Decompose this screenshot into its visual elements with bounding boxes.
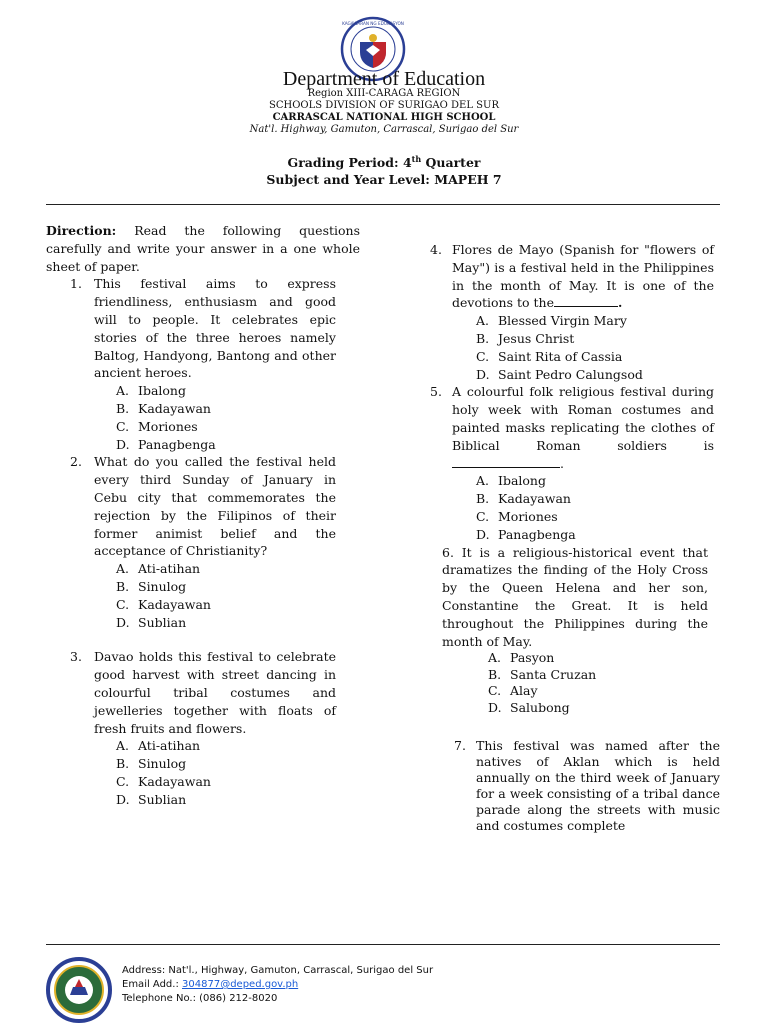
left-column xyxy=(46,222,360,809)
school-logo xyxy=(46,957,112,1023)
option: B. Kadayawan xyxy=(116,400,211,416)
school-name: CARRASCAL NATIONAL HIGH SCHOOL xyxy=(272,112,496,123)
option: A. Pasyon xyxy=(488,650,555,666)
question-1-options xyxy=(46,382,360,453)
question-3-options xyxy=(46,737,360,808)
department-title: Department of Education xyxy=(282,68,486,90)
subject-year-level: Subject and Year Level: MAPEH 7 xyxy=(266,172,502,187)
option: D. Panagbenga xyxy=(476,526,576,542)
question-6-options xyxy=(430,650,720,716)
answer-blank xyxy=(452,455,560,468)
option: B. Sinulog xyxy=(116,578,187,594)
question-4: 4. Flores de Mayo (Spanish for "flowers of May") is a festival held in the Philippines in the month of May. It is one of the devotions to the . xyxy=(430,242,714,311)
option: D. Panagbenga xyxy=(116,436,216,452)
option: A. Ibalong xyxy=(116,383,186,399)
region-line: Region XIII-CARAGA REGION xyxy=(307,88,461,99)
footer-phone: Telephone No.: (086) 212-8020 xyxy=(122,993,278,1004)
option: D. Salubong xyxy=(488,699,570,715)
option: C. Moriones xyxy=(476,508,558,524)
option: D. Sublian xyxy=(116,614,187,630)
division-line: SCHOOLS DIVISION OF SURIGAO DEL SUR xyxy=(269,100,499,111)
question-6: 6. It is a religious-historical event that dramatizes the finding of the Holy Cross by the Queen Helena and her son, Constantine the Great. It is held throughout the Philippines during the month of May. xyxy=(442,544,708,649)
option: A. Ibalong xyxy=(476,473,546,489)
option: C. Saint Rita of Cassia xyxy=(476,348,623,364)
option: C. Alay xyxy=(488,683,538,699)
header-divider xyxy=(46,204,720,205)
option: A. Blessed Virgin Mary xyxy=(476,313,627,329)
question-2: 2. What do you called the festival held every third Sunday of January in Cebu city that commemorates the rejection by the Filipinos of their former animist belief and the acceptance of Christianity? xyxy=(70,454,336,559)
question-1: 1. This festival aims to express friendliness, enthusiasm and good will to people. It celebrates epic stories of the three heroes namely Baltog, Handyong, Bantong and other ancient heroes. xyxy=(70,276,336,381)
option: A. Ati-atihan xyxy=(116,738,201,754)
option: C. Kadayawan xyxy=(116,773,211,789)
question-2-options xyxy=(46,560,360,631)
option: A. Ati-atihan xyxy=(116,561,201,577)
question-4-options xyxy=(430,312,720,383)
school-address: Nat'l. Highway, Gamuton, Carrascal, Surigao del Sur xyxy=(249,124,519,135)
direction-text: Direction: Read the following questions carefully and write your answer in a one whole sheet of paper. xyxy=(46,223,360,274)
svg-text:KAGAWARAN NG EDUKASYON: KAGAWARAN NG EDUKASYON xyxy=(342,21,404,26)
option: C. Kadayawan xyxy=(116,596,211,612)
answer-blank xyxy=(554,294,618,307)
question-5: 5. A colourful folk religious festival during holy week with Roman costumes and painted masks replicating the clothes of Biblical Roman soldiers is . xyxy=(430,384,714,471)
grading-period: Grading Period: 4th Quarter xyxy=(287,154,481,171)
option: B. Sinulog xyxy=(116,756,187,772)
option: B. Jesus Christ xyxy=(476,330,575,346)
option: D. Sublian xyxy=(116,791,187,807)
option: D. Saint Pedro Calungsod xyxy=(476,366,643,382)
option: B. Santa Cruzan xyxy=(488,666,597,682)
question-7: 7. This festival was named after the natives of Aklan which is held annually on the third week of January for a week consisting of a tribal dance parade along the streets with music and costumes complete xyxy=(454,738,720,834)
option: B. Kadayawan xyxy=(476,491,571,507)
question-5-options xyxy=(430,472,720,543)
footer-divider xyxy=(46,944,720,945)
footer-email: Email Add.: 304877@deped.gov.ph xyxy=(122,979,299,990)
option: C. Moriones xyxy=(116,418,198,434)
email-link[interactable]: 304877@deped.gov.ph xyxy=(182,979,299,990)
right-column xyxy=(430,241,720,834)
question-3: 3. Davao holds this festival to celebrate good harvest with street dancing in colourful tribal costumes and jewelleries together with floats of fresh fruits and flowers. xyxy=(70,649,336,736)
footer-address: Address: Nat'l., Highway, Gamuton, Carrascal, Surigao del Sur xyxy=(122,965,434,976)
